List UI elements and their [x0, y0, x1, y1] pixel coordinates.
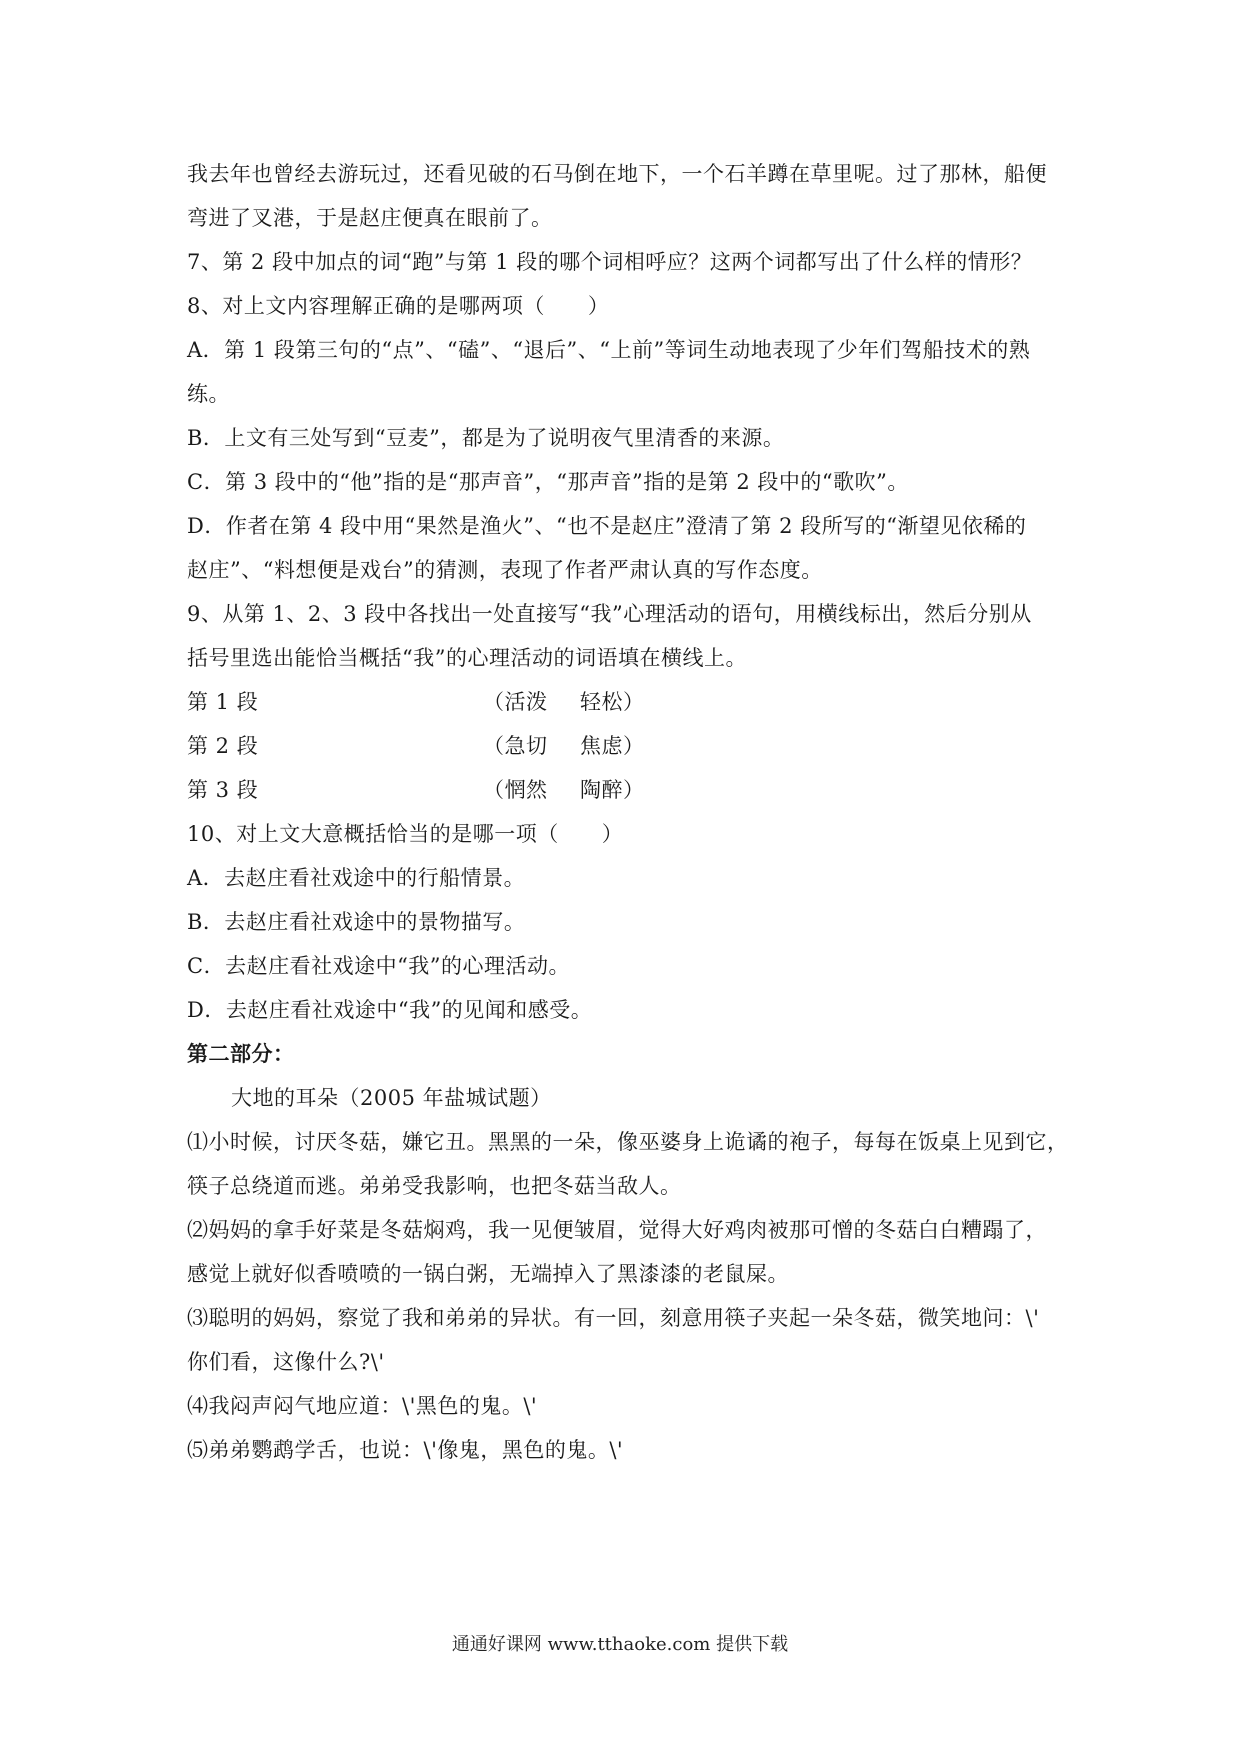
- question-8-option-b: B．上文有三处写到“豆麦”，都是为了说明夜气里清香的来源。: [187, 426, 785, 450]
- article-paragraph-3-cont: 你们看，这像什么?\': [187, 1350, 385, 1374]
- row-option-2: 陶醉）: [580, 778, 645, 802]
- question-7: 7、第 2 段中加点的词“跑”与第 1 段的哪个词相呼应？这两个词都写出了什么样的情形？: [187, 250, 1033, 274]
- question-9-stem-cont: 括号里选出能恰当概括“我”的心理活动的词语填在横线上。: [187, 646, 747, 670]
- row-option-2: 焦虑）: [580, 734, 645, 758]
- passage-line: 弯进了叉港，于是赵庄便真在眼前了。: [187, 206, 553, 230]
- question-9-stem: 9、从第 1、2、3 段中各找出一处直接写“我”心理活动的语句，用横线标出，然后分别从: [187, 602, 1032, 626]
- row-label: 第 1 段: [187, 690, 259, 714]
- passage-line: 我去年也曾经去游玩过，还看见破的石马倒在地下，一个石羊蹲在草里呢。过了那林，船便: [187, 162, 1047, 186]
- row-option-1: （急切: [483, 734, 548, 758]
- part-2-heading: 第二部分：: [187, 1041, 295, 1066]
- article-paragraph-4: ⑷我闷声闷气地应道：\'黑色的鬼。\': [187, 1394, 538, 1418]
- question-10-option-c: C．去赵庄看社戏途中“我”的心理活动。: [187, 954, 571, 978]
- question-10-option-b: B．去赵庄看社戏途中的景物描写。: [187, 910, 526, 934]
- article-paragraph-5: ⑸弟弟鹦鹉学舌，也说：\'像鬼，黑色的鬼。\': [187, 1438, 624, 1462]
- question-9-row: [187, 775, 1067, 805]
- question-8-option-a: A．第 1 段第三句的“点”、“磕”、“退后”、“上前”等词生动地表现了少年们驾船技术的熟: [187, 338, 1031, 362]
- question-8-option-d: D．作者在第 4 段中用“果然是渔火”、“也不是赵庄”澄清了第 2 段所写的“渐望见依稀的: [187, 514, 1027, 538]
- row-option-1: （惘然: [483, 778, 548, 802]
- article-paragraph-1-cont: 筷子总绕道而逃。弟弟受我影响，也把冬菇当敌人。: [187, 1174, 682, 1198]
- row-label: 第 3 段: [187, 778, 259, 802]
- article-paragraph-2: ⑵妈妈的拿手好菜是冬菇焖鸡，我一见便皱眉，觉得大好鸡肉被那可憎的冬菇白白糟蹋了，: [187, 1218, 1047, 1242]
- row-option-2: 轻松）: [580, 690, 645, 714]
- article-title: 大地的耳朵（2005 年盐城试题）: [231, 1086, 552, 1110]
- article-paragraph-3: ⑶聪明的妈妈，察觉了我和弟弟的异状。有一回，刻意用筷子夹起一朵冬菇，微笑地问：\': [187, 1306, 1040, 1330]
- row-label: 第 2 段: [187, 734, 259, 758]
- article-paragraph-1: ⑴小时候，讨厌冬菇，嫌它丑。黑黑的一朵，像巫婆身上诡谲的袍子，每每在饭桌上见到它，: [187, 1130, 1069, 1154]
- question-9-row: [187, 687, 1067, 717]
- question-9-row: [187, 731, 1067, 761]
- question-8-option-d-cont: 赵庄”、“料想便是戏台”的猜测，表现了作者严肃认真的写作态度。: [187, 558, 823, 582]
- page-footer: 通通好课网 www.tthaoke.com 提供下载: [451, 1634, 789, 1655]
- question-10-option-d: D．去赵庄看社戏途中“我”的见闻和感受。: [187, 998, 593, 1022]
- question-10-option-a: A．去赵庄看社戏途中的行船情景。: [187, 866, 526, 890]
- question-8-option-c: C．第 3 段中的“他”指的是“那声音”，“那声音”指的是第 2 段中的“歌吹”。: [187, 470, 909, 494]
- question-8-option-a-cont: 练。: [187, 382, 230, 406]
- article-paragraph-2-cont: 感觉上就好似香喷喷的一锅白粥，无端掉入了黑漆漆的老鼠屎。: [187, 1262, 789, 1286]
- row-option-1: （活泼: [483, 690, 548, 714]
- question-10-stem: 10、对上文大意概括恰当的是哪一项（ ）: [187, 822, 624, 846]
- question-8-stem: 8、对上文内容理解正确的是哪两项（ ）: [187, 294, 610, 318]
